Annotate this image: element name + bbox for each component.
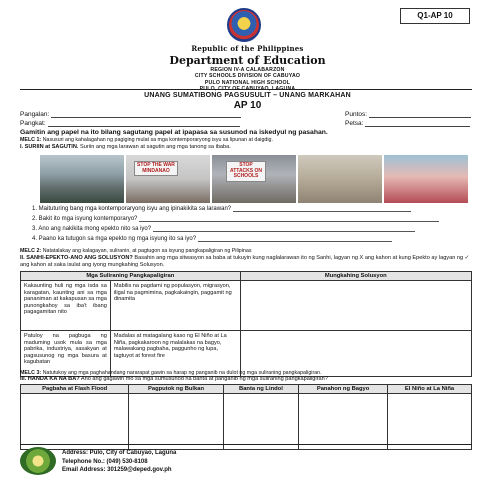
melc1-body: Nasusuri ang kahalagahan ng pagiging mulat sa mga kontemporaryong isyu sa lipunan at daigdig.	[42, 137, 273, 143]
table-row	[21, 394, 472, 450]
column-header-solusyon: Mungkahing Solusyon	[240, 272, 471, 281]
petsa-field[interactable]	[345, 120, 470, 127]
general-instruction: Gamitin ang papel na ito bilang sagutang papel at ipapasa sa susunod na iskedyul ng pasahan.	[20, 129, 328, 136]
department-name: Department of Education	[169, 54, 326, 67]
footer-email: Email Address: 301259@deped.gov.ph	[62, 467, 172, 473]
plastic-waste-photo	[40, 155, 124, 203]
question-4-text: 4. Paano ka tutugon sa mga epekto ng mga isyung ito sa iyo?	[32, 236, 197, 242]
footer-telephone: Telephone No.: (049) 530-8108	[62, 458, 148, 465]
question-1-text: 1. Maituturing bang mga kontemporaryong isyu ang ipinakikita sa larawan?	[32, 206, 232, 212]
answer-cell-bagyo[interactable]	[299, 394, 388, 450]
melc2-label: MELC 2:	[20, 248, 42, 254]
column-header-el-nino: El Niño at La Niña	[388, 385, 472, 394]
answer-2-line[interactable]	[139, 216, 439, 222]
section1-body: Suriin ang mga larawan at sagutin ang mga tanong sa ibaba.	[80, 144, 231, 150]
document-code-badge: Q1-AP 10	[400, 8, 470, 24]
column-header-suliranin: Mga Suliraning Pangkapaligiran	[21, 272, 241, 281]
question-4[interactable]	[32, 236, 392, 242]
petsa-label: Petsa:	[345, 120, 364, 127]
column-header-bulkan: Pagputok ng Bulkan	[129, 385, 223, 394]
school-name: PULO NATIONAL HIGH SCHOOL	[204, 79, 291, 86]
solusyon-cell[interactable]	[240, 281, 471, 331]
petsa-input-line[interactable]	[365, 120, 470, 127]
melc1-label: MELC 1:	[20, 137, 42, 143]
section1-heading	[20, 144, 480, 151]
puntos-label: Puntos:	[345, 111, 368, 118]
medical-checkup-photo	[384, 155, 468, 203]
protest-sign-2: STOP ATTACKS ON SCHOOLS	[226, 161, 266, 182]
question-3[interactable]	[32, 226, 415, 232]
division-label: CITY SCHOOLS DIVISION OF CABUYAO	[194, 73, 301, 80]
section3-body: Ano ang gagawin mo sa mga sumusunod na banta at panganib ng mga suliraning pangkapaligiran?	[80, 376, 328, 382]
epekto-cell[interactable]: Mabilis na pagdami ng populasyon, migrasyon, iligal na pagmimina, pagkakaingin, paggamit ng dinamita	[110, 281, 240, 331]
pangkat-label: Pangkat:	[20, 120, 46, 127]
sanhi-cell[interactable]: Kakaunting huli ng mga isda sa karagatan, kaunting ani sa mga pananiman at kakapusan sa mga punongkahoy sa iba't ibang pagagamitan nito	[21, 281, 111, 331]
footer-address: Address: Pulo, City of Cabuyao, Laguna	[62, 450, 177, 456]
section2-body: Basahin ang mga sitwasyon sa baba at tukuyin kung naglalarawan ito ng Sanhi, lagyan ng X ang kahon at kung Epekto ay lagyan ng ✓ ang kahon at saka isulat ang iyong mungkahing Solusyon.	[20, 255, 470, 268]
exam-title: UNANG SUMATIBONG PAGSUSULIT – UNANG MARKAHAN	[144, 92, 351, 99]
answer-4-line[interactable]	[198, 236, 392, 242]
puntos-input-line[interactable]	[369, 111, 471, 118]
answer-cell-el-nino[interactable]	[388, 394, 472, 450]
footer-divider	[20, 444, 472, 445]
melc3-label: MELC 3:	[20, 370, 42, 376]
answer-3-line[interactable]	[153, 226, 415, 232]
pangalan-field[interactable]	[20, 111, 241, 118]
answer-1-line[interactable]	[233, 206, 411, 212]
answer-cell-bulkan[interactable]	[129, 394, 223, 450]
header-divider	[20, 89, 472, 90]
subject-title: AP 10	[233, 100, 262, 111]
melc2-body: Natatalakay ang kalagayan, suliranin, at pagtugon sa isyung pangkapaligiran ng Pilipinas	[42, 248, 252, 254]
school-address: PULO, CITY OF CABUYAO, LAGUNA	[199, 86, 296, 93]
question-3-text: 3. Ano ang nakikita mong epekto nito sa iyo?	[32, 226, 152, 232]
preparedness-table	[20, 384, 472, 450]
region-label: REGION IV-A CALABARZON	[210, 67, 285, 73]
section3-label: III. HANDA KA NA BA?	[20, 376, 80, 382]
column-header-baha: Pagbaha at Flash Flood	[21, 385, 129, 394]
table-row	[21, 281, 472, 331]
question-2[interactable]	[32, 216, 439, 222]
melc3-body: Natutukoy ang mga paghahandang nararapat gawin sa harap ng panganib na dulot ng mga suliraning pangkapaligiran.	[42, 370, 322, 376]
protest-sign-1: STOP THE WAR MINDANAO	[134, 161, 178, 176]
column-header-lindol: Banta ng Lindol	[223, 385, 298, 394]
school-logo-icon	[20, 447, 56, 475]
question-1[interactable]	[32, 206, 411, 212]
pangkat-field[interactable]	[20, 120, 240, 127]
rice-sacks-photo	[298, 155, 382, 203]
deped-seal-icon	[227, 8, 261, 42]
pangkat-input-line[interactable]	[48, 120, 240, 127]
section2-heading	[20, 255, 480, 269]
protest-stop-attacks-photo	[212, 155, 296, 203]
epekto-cell[interactable]: Madalas at matagalang kaso ng El Niño at La Niña, pagkakaroon ng malalakas na bagyo, malawakang pagbaha, paggunho ng lupa, tagtuyot at forest fire	[110, 331, 240, 377]
photo-strip	[40, 155, 468, 203]
answer-cell-baha[interactable]	[21, 394, 129, 450]
melc1-text	[20, 137, 480, 144]
protest-stop-war-photo	[126, 155, 210, 203]
footer-contact	[62, 449, 176, 475]
letterhead	[0, 44, 495, 93]
column-header-bagyo: Panahon ng Bagyo	[299, 385, 388, 394]
republic-label: Republic of the Philippines	[191, 44, 304, 53]
table-header-row	[21, 272, 472, 281]
pangalan-input-line[interactable]	[51, 111, 241, 118]
puntos-field[interactable]	[345, 111, 471, 118]
question-2-text: 2. Bakit ito mga isyung kontemporaryo?	[32, 216, 138, 222]
sanhi-cell[interactable]: Patuloy na pagbuga ng maduming usok mula sa mga pabrika, industriya, sasakyan at pagsusunog ng mga basura at kagubatan	[21, 331, 111, 377]
section1-label: I. SURIIN at SAGUTIN.	[20, 144, 79, 150]
answer-cell-lindol[interactable]	[223, 394, 298, 450]
section2-label: II. SANHI-EPEKTO-ANO ANG SOLUSYON?	[20, 255, 133, 261]
environment-issues-table	[20, 271, 472, 377]
table-header-row	[21, 385, 472, 394]
melc2-text	[20, 248, 480, 255]
pangalan-label: Pangalan:	[20, 111, 50, 118]
section3-heading	[20, 376, 480, 383]
